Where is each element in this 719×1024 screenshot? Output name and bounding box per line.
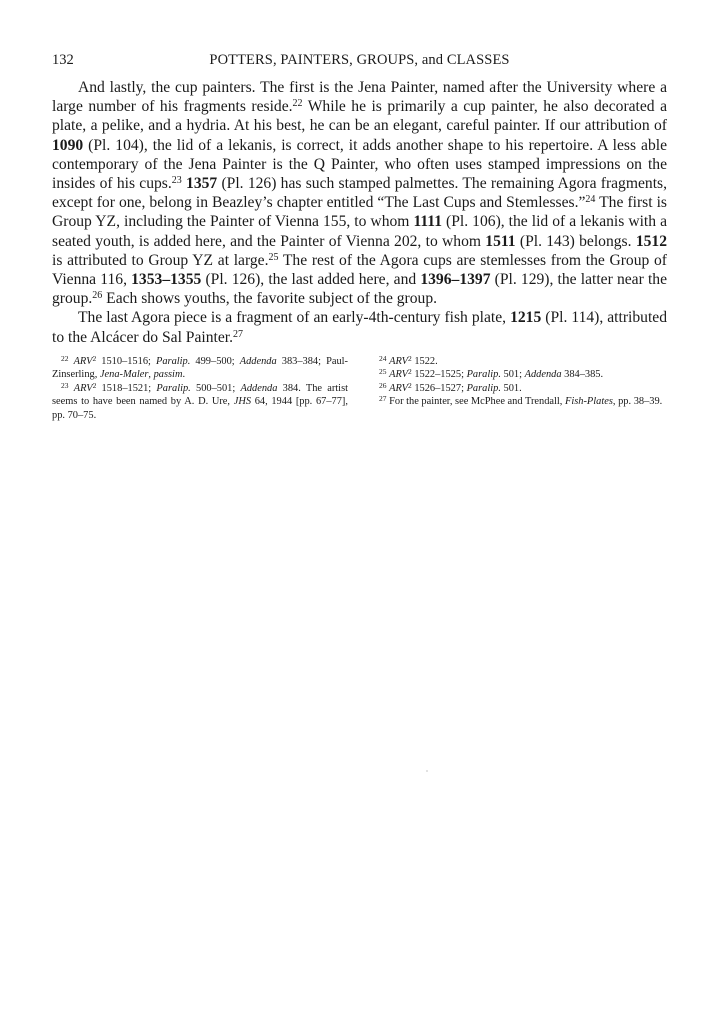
footnote-ref-23[interactable]: 23: [171, 175, 182, 187]
catalogue-number-1215: 1215: [510, 309, 542, 327]
paragraph-fish-plate: The last Agora piece is a fragment of an early-4th-century fish plate, 1215 (Pl. 114), attributed to the Alcácer do Sal Painter.$^{27}$: [52, 309, 668, 346]
footnote-ref-22[interactable]: 22: [292, 98, 303, 110]
page-header: [52, 50, 667, 70]
footnote-ref-26[interactable]: 26: [92, 290, 103, 302]
footnotes-left-column: [52, 355, 348, 422]
catalogue-number-1396-1397: 1396–1397: [420, 271, 491, 289]
body-text: [52, 78, 667, 347]
footnote-ref-27[interactable]: 27: [233, 328, 244, 340]
footnote-ref-24[interactable]: 24: [585, 194, 596, 206]
paragraph-cup-painters: And lastly, the cup painters. The first is the Jena Painter, named after the University where a large number of his fragments reside.$^{22}$ While he is primarily a cup painter, he also decorated a plate, a pelike, and a hydria. At his best, he can be an elegant, careful painter. If our attribution of 1090 (Pl. 104), the lid of a lekanis, is correct, it adds another shape to his repertoire. A less able contemporary of the Jena Painter is the Q Painter, who often uses stamped impressions on the insides of his cups.$^{23}$ 1357 (Pl. 126) has such stamped palmettes. The remaining Agora fragments, except for one, belong in Beazley’s chapter entitled “The Last Cups and Stemlesses.”$^{24}$ The first is Group YZ, including the Painter of Vienna 155, to whom 1111 (Pl. 106), the lid of a lekanis with a seated youth, is added here, and the Painter of Vienna 202, to whom 1511 (Pl. 143) belongs. 1512 is attributed to Group YZ at large.$^{25}$ The rest of the Agora cups are stemlesses from the Group of Vienna 116, 1353–1355 (Pl. 126), the last added here, and 1396–1397 (Pl. 129), the latter near the group.$^{26}$ Each shows youths, the favorite subject of the group.: [52, 79, 668, 308]
footnote-26: $^{26}$ ARV$^2$ 1526–1527; Paralip. 501.: [379, 380, 522, 394]
catalogue-number-1357: 1357: [186, 175, 218, 193]
footnote-22: $^{22}$ ARV$^2$ 1510–1516; Paralip. 499–500; Addenda 383–384; Paul-Zinserling, Jena-Maler, passim.: [52, 354, 349, 381]
footnote-ref-25[interactable]: 25: [268, 251, 279, 263]
catalogue-number-1090: 1090: [52, 136, 84, 154]
footnotes-right-column: [370, 355, 666, 409]
running-head: POTTERS, PAINTERS, GROUPS, and CLASSES: [209, 52, 510, 68]
catalogue-number-1512: 1512: [635, 232, 667, 250]
footnote-23: $^{23}$ ARV$^2$ 1518–1521; Paralip. 500–501; Addenda 384. The artist seems to have been named by A. D. Ure, JHS 64, 1944 [pp. 67–77], pp. 70–75.: [52, 380, 348, 421]
page-number: 132: [52, 52, 74, 68]
footnote-24: $^{24}$ ARV$^2$ 1522.: [379, 354, 438, 367]
footnote-27: $^{27}$ For the painter, see McPhee and Trendall, Fish-Plates, pp. 38–39.: [379, 394, 663, 408]
catalogue-number-1511: 1511: [485, 232, 516, 250]
scan-speck: [426, 770, 428, 772]
catalogue-number-1111: 1111: [413, 213, 443, 231]
catalogue-number-1353-1355: 1353–1355: [131, 271, 202, 289]
footnote-25: $^{25}$ ARV$^2$ 1522–1525; Paralip. 501; Addenda 384–385.: [379, 367, 604, 381]
